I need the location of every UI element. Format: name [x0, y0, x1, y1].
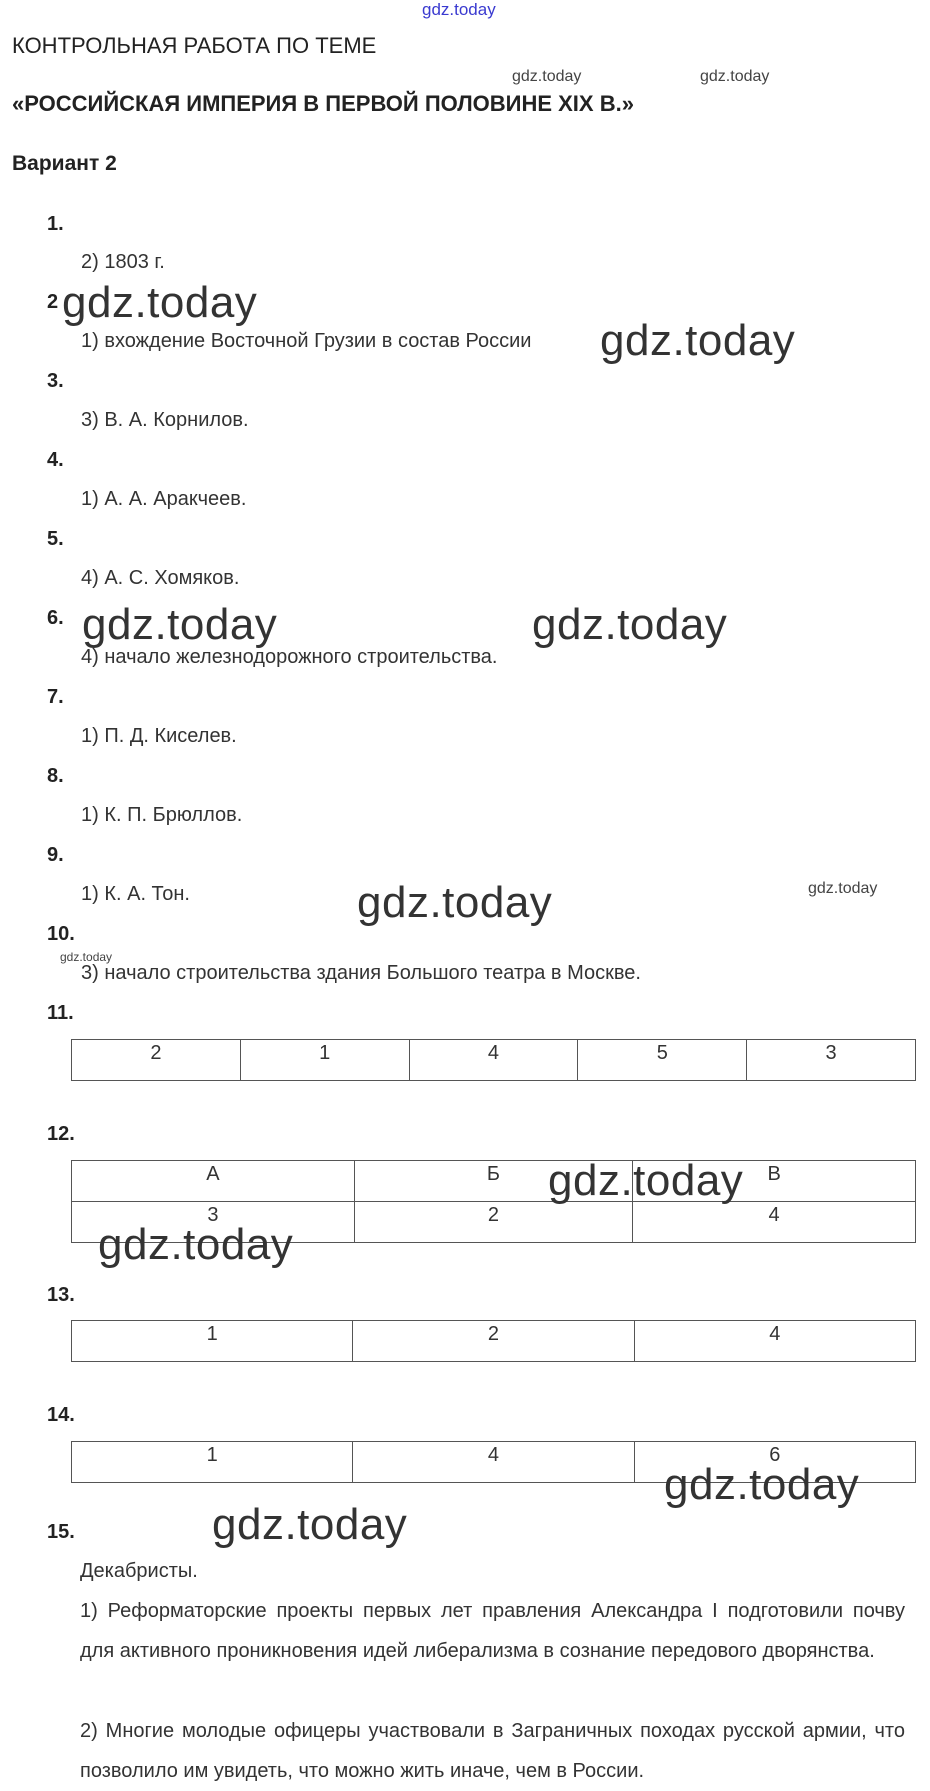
page-subtitle: «РОССИЙСКАЯ ИМПЕРИЯ В ПЕРВОЙ ПОЛОВИНЕ XIX В.»: [12, 91, 634, 116]
question-answer: 1) К. П. Брюллов.: [81, 804, 243, 826]
table-cell: 2: [353, 1321, 634, 1362]
variant-label: Вариант 2: [12, 152, 117, 175]
watermark-large: gdz.today: [532, 600, 728, 649]
table-cell: 4: [409, 1040, 578, 1081]
watermark-large: gdz.today: [82, 600, 278, 649]
essay-title: Декабристы.: [80, 1560, 198, 1582]
table-cell: 2: [354, 1202, 632, 1243]
watermark-large: gdz.today: [62, 278, 258, 327]
table-cell: 5: [578, 1040, 747, 1081]
watermark-large: gdz.today: [212, 1500, 408, 1549]
question-answer: 3) В. А. Корнилов.: [81, 409, 249, 431]
question-number: 2: [47, 291, 59, 313]
watermark-large: gdz.today: [600, 316, 796, 365]
table-header-cell: В: [633, 1161, 916, 1202]
question-answer: 1) К. А. Тон.: [81, 883, 190, 905]
watermark-large: gdz.today: [357, 878, 553, 927]
essay-paragraph: 2) Многие молодые офицеры участвовали в Заграничных походах русской армии, что позволило им увидеть, что можно жить иначе, чем в России.: [80, 1720, 905, 1782]
table-cell: 4: [353, 1442, 634, 1483]
table-cell: 6: [634, 1442, 915, 1483]
question-answer: 1) П. Д. Киселев.: [81, 725, 237, 747]
table-cell: 3: [747, 1040, 916, 1081]
watermark-small: gdz.today: [512, 68, 582, 85]
watermark-tiny: gdz.today: [60, 950, 113, 964]
question-number: 5.: [47, 528, 64, 550]
question-answer: 1) вхождение Восточной Грузии в состав России: [81, 330, 532, 352]
watermark-top: gdz.today: [422, 0, 496, 19]
table-header-cell: Б: [354, 1161, 632, 1202]
question-number: 8.: [47, 765, 64, 787]
answer-table-13: [71, 1320, 916, 1362]
watermark-small: gdz.today: [808, 880, 878, 897]
table-cell: 3: [72, 1202, 355, 1243]
question-number: 4.: [47, 449, 64, 471]
watermark-large: gdz.today: [98, 1220, 294, 1269]
table-cell: 1: [72, 1442, 353, 1483]
answer-table-11: [71, 1039, 916, 1081]
question-answer: 4) начало железнодорожного строительства.: [81, 646, 498, 668]
table-cell: 1: [72, 1321, 353, 1362]
watermark-small: gdz.today: [700, 68, 770, 85]
question-number: 7.: [47, 686, 64, 708]
essay-paragraph: 1) Реформаторские проекты первых лет правления Александра I подготовили почву для активного проникновения идей либерализма в сознание передового дворянства.: [80, 1600, 905, 1662]
question-number: 11.: [47, 1002, 74, 1024]
question-number: 1.: [47, 213, 64, 235]
question-number: 15.: [47, 1521, 75, 1543]
question-number: 14.: [47, 1404, 75, 1426]
question-number: 9.: [47, 844, 64, 866]
question-number: 13.: [47, 1284, 75, 1306]
watermark-large: gdz.today: [548, 1156, 744, 1205]
question-number: 3.: [47, 370, 64, 392]
question-answer: 2) 1803 г.: [81, 251, 165, 273]
table-cell: 4: [634, 1321, 915, 1362]
table-cell: 2: [72, 1040, 241, 1081]
question-number: 6.: [47, 607, 64, 629]
question-number: 12.: [47, 1123, 75, 1145]
question-number: 10.: [47, 923, 75, 945]
table-cell: 4: [633, 1202, 916, 1243]
page-title: КОНТРОЛЬНАЯ РАБОТА ПО ТЕМЕ: [12, 33, 377, 58]
table-cell: 1: [240, 1040, 409, 1081]
watermark-large: gdz.today: [664, 1460, 860, 1509]
question-answer: 4) А. С. Хомяков.: [81, 567, 240, 589]
question-answer: 1) А. А. Аракчеев.: [81, 488, 247, 510]
table-header-cell: А: [72, 1161, 355, 1202]
question-answer: 3) начало строительства здания Большого театра в Москве.: [81, 962, 641, 984]
